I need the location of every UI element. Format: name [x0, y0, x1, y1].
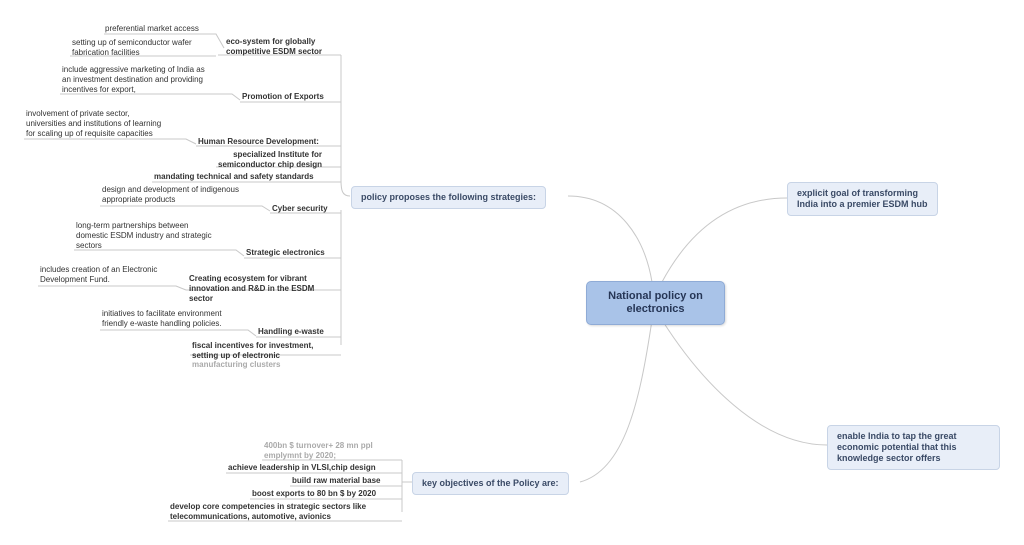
- subtopic-cyber[interactable]: Cyber security: [272, 204, 328, 213]
- subtopic-hrd[interactable]: Human Resource Development:: [198, 137, 319, 146]
- subtopic-strategic[interactable]: Strategic electronics: [246, 248, 325, 257]
- link-central-strategies: [568, 196, 652, 282]
- subtopic-rnd[interactable]: Creating ecosystem for vibrant innovation and R&D in the ESDM sector: [189, 274, 315, 303]
- subtopic-institute[interactable]: specialized Institute for semiconductor chip design: [218, 150, 323, 169]
- central-topic[interactable]: National policy on electronics: [586, 281, 725, 325]
- objective-turnover[interactable]: 400bn $ turnover+ 28 mn ppl emplymnt by 2020;: [264, 441, 373, 460]
- subtopic-ecosystem[interactable]: eco-system for globally competitive ESDM sector: [226, 37, 323, 56]
- link-central-objectives: [580, 320, 652, 482]
- goal-topic[interactable]: explicit goal of transforming India into a premier ESDM hub: [787, 182, 938, 216]
- link-central-goal: [662, 198, 787, 282]
- leaf-private-sector[interactable]: involvement of private sector, universities and institutions of learning for scaling up of requisite capacities: [26, 109, 162, 138]
- leaf-wafer-fab[interactable]: setting up of semiconductor wafer fabrication facilities: [72, 38, 192, 57]
- link-strategies-trunk: [341, 55, 350, 345]
- objective-raw-material[interactable]: build raw material base: [292, 476, 381, 485]
- subtopic-standards[interactable]: mandating technical and safety standards: [154, 172, 314, 181]
- leaf-partnerships[interactable]: long-term partnerships between domestic ESDM industry and strategic sectors: [76, 221, 212, 250]
- leaf-market-access[interactable]: preferential market access: [105, 24, 199, 33]
- link-objectives-trunk: [402, 460, 412, 512]
- link-central-potential: [662, 320, 827, 445]
- leaf-indigenous[interactable]: design and development of indigenous appropriate products: [102, 185, 239, 204]
- leaf-ewaste-policies[interactable]: initiatives to facilitate environment friendly e-waste handling policies.: [102, 309, 222, 328]
- potential-topic[interactable]: enable India to tap the great economic potential that this knowledge sector offers: [827, 425, 1000, 470]
- subtopic-ewaste[interactable]: Handling e-waste: [258, 327, 324, 336]
- leaf-marketing[interactable]: include aggressive marketing of India as an investment destination and providing incentives for export,: [62, 65, 205, 94]
- objective-core-competencies[interactable]: develop core competencies in strategic sectors like telecommunications, automotive, avionics: [170, 502, 367, 521]
- objectives-topic[interactable]: key objectives of the Policy are:: [412, 472, 569, 495]
- strategies-topic[interactable]: policy proposes the following strategies:: [351, 186, 546, 209]
- leaf-dev-fund[interactable]: includes creation of an Electronic Development Fund.: [40, 265, 158, 284]
- subtopic-fiscal[interactable]: fiscal incentives for investment, setting up of electronic: [192, 341, 314, 360]
- objective-exports[interactable]: boost exports to 80 bn $ by 2020: [252, 489, 377, 498]
- objective-vlsi[interactable]: achieve leadership in VLSI,chip design: [228, 463, 376, 472]
- subtopic-fiscal-clusters[interactable]: manufacturing clusters: [192, 360, 281, 369]
- subtopic-exports[interactable]: Promotion of Exports: [242, 92, 324, 101]
